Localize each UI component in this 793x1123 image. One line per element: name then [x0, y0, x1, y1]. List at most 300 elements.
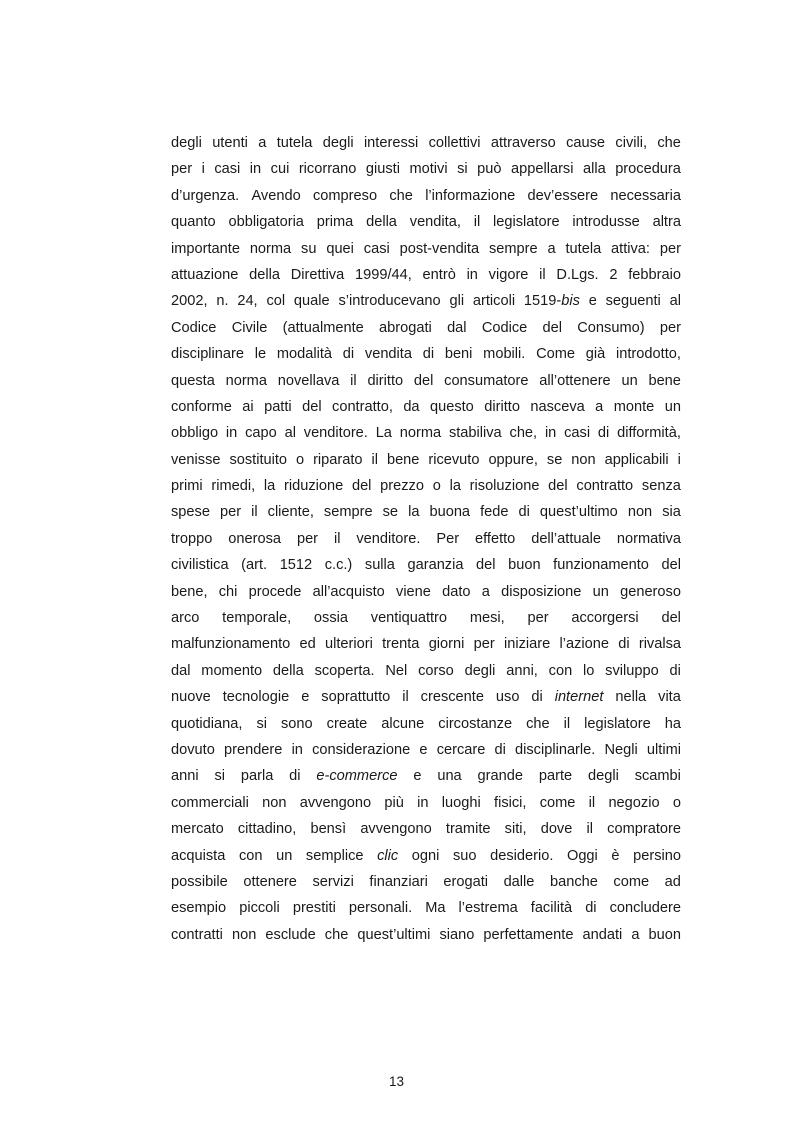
text-line — [171, 499, 681, 525]
word: a — [547, 240, 556, 257]
word: vigore — [488, 266, 529, 283]
word: ossia — [313, 610, 348, 627]
word: clic — [377, 847, 399, 864]
word: a — [631, 926, 640, 943]
word: Civile — [231, 319, 268, 336]
word: Codice — [481, 319, 528, 336]
word: andati — [582, 926, 623, 943]
word: sviluppo — [605, 662, 659, 679]
word: un — [664, 398, 681, 415]
word: al — [669, 293, 681, 310]
word: risoluzione — [469, 478, 540, 495]
word: si — [457, 161, 468, 178]
word: un — [592, 583, 609, 600]
word: civilistica — [171, 557, 229, 574]
word: primi — [171, 478, 203, 495]
word: 1999/44, — [354, 266, 412, 283]
word: se — [382, 504, 399, 521]
word: buona — [429, 504, 471, 521]
word: il — [563, 715, 571, 732]
word: 2002, — [171, 293, 208, 310]
word: Codice — [171, 319, 217, 336]
word: del — [351, 478, 372, 495]
word: momento — [201, 662, 263, 679]
word: compratore — [607, 821, 681, 838]
word: in — [225, 425, 238, 442]
text-line — [171, 922, 681, 948]
word: necessaria — [610, 187, 681, 204]
word: fede — [480, 504, 509, 521]
word: il — [350, 372, 357, 389]
word: Nel — [385, 662, 408, 679]
word: arco — [171, 610, 200, 627]
word: mercato — [171, 821, 224, 838]
word: per — [296, 530, 319, 547]
word: come — [613, 873, 650, 890]
word: si — [214, 768, 225, 785]
word: dev’essere — [527, 187, 599, 204]
word: attuazione — [171, 266, 239, 283]
word: a — [595, 398, 604, 415]
word: in — [544, 425, 557, 442]
word: in — [291, 741, 303, 758]
word: buon — [648, 926, 681, 943]
word: malfunzionamento — [171, 636, 291, 653]
word: prendere — [223, 741, 283, 758]
word: della — [249, 266, 280, 283]
word: Come — [536, 346, 576, 363]
word: di — [597, 425, 610, 442]
word: di — [422, 346, 435, 363]
word: ricorrano — [298, 161, 357, 178]
word: del — [413, 372, 434, 389]
word: dal — [447, 319, 467, 336]
word: o — [295, 451, 305, 468]
word: della — [272, 662, 304, 679]
word: oppure, — [488, 451, 538, 468]
word: in — [466, 266, 478, 283]
word: e — [588, 293, 597, 310]
word: utenti — [212, 135, 248, 151]
word: normativa — [616, 530, 681, 547]
word: ventiquattro — [370, 610, 448, 627]
word: Ma — [425, 900, 446, 917]
word: legislatore — [493, 214, 560, 231]
word: all’acquisto — [312, 583, 385, 600]
word: articoli — [472, 293, 516, 310]
text-line — [171, 447, 681, 473]
word: prezzo — [380, 478, 424, 495]
word: interessi — [363, 135, 419, 151]
body-paragraph — [171, 130, 681, 948]
word: norma — [249, 240, 292, 257]
word: di — [494, 741, 506, 758]
word: per — [171, 161, 193, 178]
word: dalle — [503, 873, 535, 890]
word: dato — [442, 583, 471, 600]
word: più — [384, 794, 404, 811]
word: cercare — [436, 741, 486, 758]
word: introdusse — [572, 214, 640, 231]
word: che — [526, 715, 550, 732]
text-line — [171, 684, 681, 710]
word: procedura — [615, 161, 681, 178]
word: vendita, — [409, 214, 461, 231]
word: Consumo) — [577, 319, 645, 336]
word: temporale, — [222, 610, 292, 627]
word: e — [419, 741, 428, 758]
word: create — [326, 715, 368, 732]
word: o — [672, 794, 681, 811]
word: internet — [554, 689, 604, 706]
word: avvengono — [299, 794, 372, 811]
word: (attualmente — [282, 319, 364, 336]
word: nasceva — [530, 398, 585, 415]
word: col — [266, 293, 286, 310]
word: Negli — [604, 741, 638, 758]
word: monte — [613, 398, 655, 415]
word: appellarsi — [511, 161, 574, 178]
word: una — [437, 768, 462, 785]
word: mobili. — [483, 346, 526, 363]
word: civili, — [615, 135, 648, 151]
word: importante — [171, 240, 240, 257]
word: 1512 — [279, 557, 313, 574]
word: il — [586, 821, 594, 838]
word: per — [473, 636, 495, 653]
word: casi — [214, 161, 241, 178]
text-line — [171, 711, 681, 737]
text-line — [171, 341, 681, 367]
word: alcune — [381, 715, 425, 732]
word: procede — [248, 583, 302, 600]
word: Per — [436, 530, 460, 547]
word: parla — [240, 768, 274, 785]
word: quanto — [171, 214, 216, 231]
word: per — [659, 240, 681, 257]
word: il — [539, 266, 546, 283]
word: di — [585, 900, 597, 917]
word: cliente, — [267, 504, 314, 521]
word: giusti — [365, 161, 400, 178]
word: di — [531, 689, 543, 706]
word: sono — [281, 715, 313, 732]
word: quei — [326, 240, 354, 257]
word: ultimi — [646, 741, 681, 758]
word: degli — [587, 768, 619, 785]
word: altra — [652, 214, 681, 231]
word: senza — [641, 478, 681, 495]
word: mesi, — [469, 610, 505, 627]
word: cittadino, — [237, 821, 297, 838]
word: e — [301, 689, 310, 706]
word: bene — [386, 451, 420, 468]
word: desiderio. — [490, 847, 554, 864]
word: persino — [633, 847, 681, 864]
word: gli — [449, 293, 465, 310]
word: La — [375, 425, 392, 442]
word: obbligo — [171, 425, 219, 442]
word: la — [408, 504, 420, 521]
word: cause — [566, 135, 606, 151]
word: di — [618, 636, 630, 653]
text-line — [171, 394, 681, 420]
word: 1519-bis — [523, 293, 580, 310]
word: bene — [648, 372, 681, 389]
word: e-commerce — [316, 768, 398, 785]
word: grande — [477, 768, 523, 785]
word: finanziari — [369, 873, 428, 890]
word: 2 — [609, 266, 618, 283]
text-line — [171, 631, 681, 657]
word: venditore. — [303, 425, 368, 442]
word: anni — [171, 768, 199, 785]
word: patti — [264, 398, 292, 415]
word: o — [432, 478, 441, 495]
word: per — [527, 610, 549, 627]
text-line — [171, 526, 681, 552]
text-line — [171, 368, 681, 394]
word: funzionamento — [553, 557, 649, 574]
word: esempio — [171, 900, 227, 917]
word: ottenere — [243, 873, 297, 890]
word: che — [657, 135, 681, 151]
word: sempre — [488, 240, 538, 257]
word: diritto — [367, 372, 404, 389]
word: viene — [396, 583, 431, 600]
word: siti, — [504, 821, 527, 838]
word: quest’ultimi — [357, 926, 431, 943]
word: norma — [399, 425, 442, 442]
word: rimedi, — [211, 478, 256, 495]
word: introdotto, — [616, 346, 681, 363]
word: effetto — [474, 530, 516, 547]
word: luoghi — [441, 794, 481, 811]
word: soprattutto — [321, 689, 391, 706]
word: dell’attuale — [531, 530, 601, 547]
word: il — [333, 530, 341, 547]
word: ai — [242, 398, 254, 415]
word: del — [548, 478, 568, 495]
text-line — [171, 420, 681, 446]
word: sempre — [323, 504, 373, 521]
word: beni — [444, 346, 473, 363]
word: siano — [439, 926, 475, 943]
word: vendita — [364, 346, 412, 363]
word: e — [413, 768, 422, 785]
word: a — [481, 583, 490, 600]
word: circostanze — [438, 715, 513, 732]
word: le — [254, 346, 267, 363]
text-line — [171, 315, 681, 341]
word: ogni — [411, 847, 440, 864]
word: perfettamente — [483, 926, 574, 943]
word: riparato — [313, 451, 363, 468]
word: banche — [549, 873, 598, 890]
text-line — [171, 552, 681, 578]
word: l’estrema — [458, 900, 518, 917]
text-line — [171, 869, 681, 895]
word: si — [256, 715, 267, 732]
word: che — [389, 187, 413, 204]
word: vita — [658, 689, 681, 706]
word: riduzione — [283, 478, 344, 495]
word: di — [518, 504, 530, 521]
word: tutela — [565, 240, 602, 257]
word: ulteriori — [325, 636, 373, 653]
word: consumatore — [444, 372, 529, 389]
word: attraverso — [490, 135, 556, 151]
word: (art. — [241, 557, 268, 574]
word: suo — [452, 847, 477, 864]
text-line — [171, 262, 681, 288]
word: erogati — [443, 873, 488, 890]
word: in — [417, 794, 429, 811]
text-line — [171, 156, 681, 182]
word: ha — [664, 715, 681, 732]
word: con — [238, 847, 263, 864]
word: abrogati — [379, 319, 432, 336]
word: già — [585, 346, 606, 363]
word: contratto, — [332, 398, 393, 415]
word: legislatore — [584, 715, 651, 732]
word: D.Lgs. — [556, 266, 599, 283]
word: non — [231, 926, 257, 943]
word: s’introducevano — [338, 293, 441, 310]
word: modalità — [276, 346, 333, 363]
word: servizi — [312, 873, 354, 890]
word: il — [402, 689, 409, 706]
word: post-vendita — [399, 240, 480, 257]
word: degli — [322, 135, 354, 151]
word: casi — [363, 240, 390, 257]
word: commerciali — [171, 794, 249, 811]
word: di — [289, 768, 301, 785]
word: non — [262, 794, 287, 811]
word: generoso — [620, 583, 681, 600]
word: che, — [509, 425, 538, 442]
word: l’azione — [559, 636, 609, 653]
word: semplice — [305, 847, 364, 864]
word: trenta — [382, 636, 420, 653]
word: per — [219, 504, 242, 521]
word: bensì — [310, 821, 347, 838]
word: accorgersi — [571, 610, 639, 627]
word: la — [449, 478, 461, 495]
word: fisici, — [494, 794, 527, 811]
text-line — [171, 209, 681, 235]
text-line — [171, 579, 681, 605]
word: la — [263, 478, 276, 495]
text-line — [171, 473, 681, 499]
text-line — [171, 605, 681, 631]
word: come — [539, 794, 576, 811]
word: per — [659, 319, 681, 336]
word: venditore. — [356, 530, 421, 547]
word: piccoli — [239, 900, 280, 917]
word: questo — [429, 398, 474, 415]
word: garanzia — [407, 557, 464, 574]
word: sulla — [364, 557, 395, 574]
word: anni, — [506, 662, 538, 679]
word: c.c.) — [324, 557, 353, 574]
word: il — [371, 451, 378, 468]
word: in — [249, 161, 262, 178]
word: quale — [293, 293, 330, 310]
text-line — [171, 843, 681, 869]
word: avvengono — [360, 821, 432, 838]
word: dovuto — [171, 741, 215, 758]
word: venisse — [171, 451, 221, 468]
word: negozio — [608, 794, 660, 811]
word: capo — [245, 425, 277, 442]
word: a — [258, 135, 267, 151]
word: motivi — [409, 161, 448, 178]
text-line — [171, 288, 681, 314]
word: conforme — [171, 398, 232, 415]
word: lo — [583, 662, 595, 679]
word: tecnologie — [222, 689, 290, 706]
word: nella — [615, 689, 647, 706]
word: il — [588, 794, 596, 811]
word: il — [251, 504, 258, 521]
word: di — [669, 662, 681, 679]
word: il — [473, 214, 481, 231]
word: del — [476, 557, 496, 574]
word: questa — [171, 372, 215, 389]
word: scambi — [634, 768, 681, 785]
word: n. — [216, 293, 229, 310]
word: Direttiva — [290, 266, 345, 283]
word: collettivi — [428, 135, 481, 151]
word: l’informazione — [425, 187, 516, 204]
word: del — [302, 398, 322, 415]
word: compreso — [312, 187, 378, 204]
word: scoperta. — [314, 662, 375, 679]
word: all’ottenere — [539, 372, 611, 389]
word: possibile — [171, 873, 228, 890]
word: contratto — [576, 478, 634, 495]
word: casi — [564, 425, 591, 442]
word: che — [324, 926, 349, 943]
word: del — [661, 610, 681, 627]
word: uso — [495, 689, 520, 706]
word: febbraio — [628, 266, 681, 283]
word: può — [477, 161, 502, 178]
word: al — [284, 425, 296, 442]
word: considerazione — [312, 741, 411, 758]
word: seguenti — [605, 293, 661, 310]
word: disciplinare — [171, 346, 245, 363]
word: cui — [270, 161, 290, 178]
word: parte — [538, 768, 573, 785]
word: Avendo — [251, 187, 301, 204]
word: buon — [508, 557, 541, 574]
word: giorni — [428, 636, 465, 653]
word: un — [276, 847, 293, 864]
word: novellava — [277, 372, 340, 389]
word: norma — [225, 372, 267, 389]
text-line — [171, 816, 681, 842]
word: da — [403, 398, 420, 415]
word: del — [661, 557, 681, 574]
word: tutela — [276, 135, 313, 151]
word: del — [542, 319, 562, 336]
word: rivalsa — [638, 636, 681, 653]
word: prestiti — [292, 900, 336, 917]
word: diritto — [484, 398, 520, 415]
word: ad — [664, 873, 681, 890]
